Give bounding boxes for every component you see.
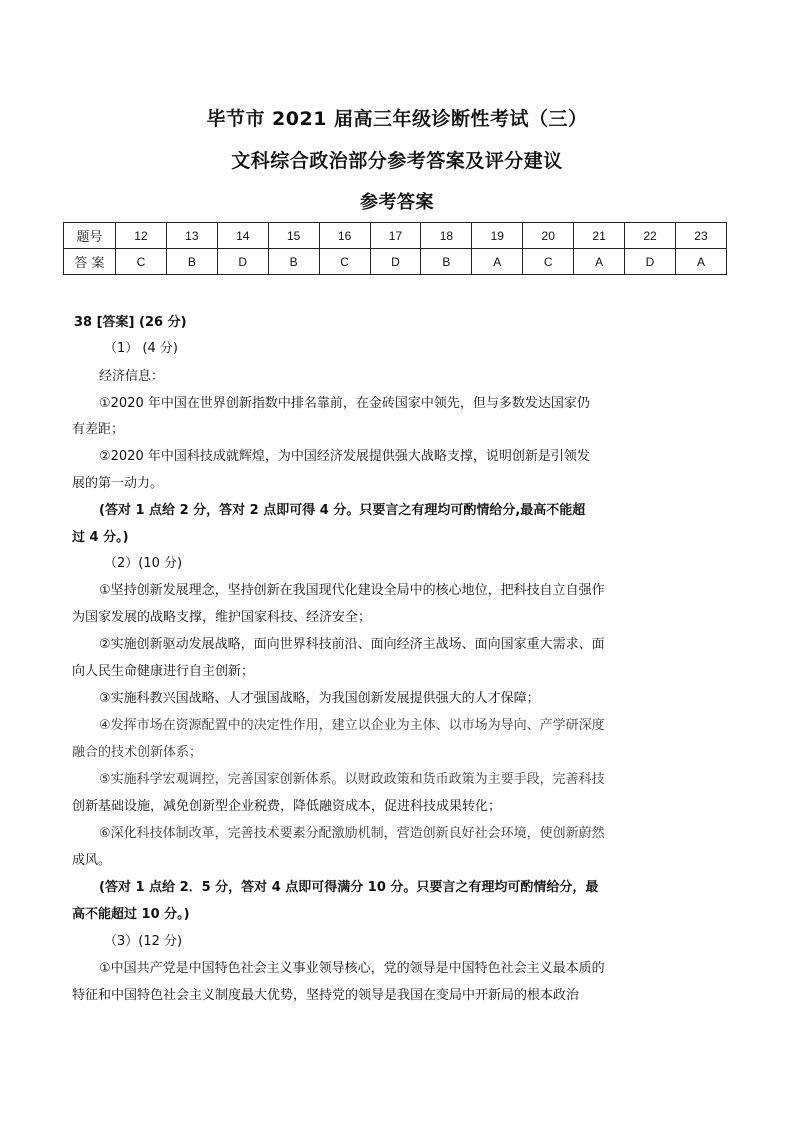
body-line: ⑥深化科技体制改革，完善技术要素分配激励机制，营造创新良好社会环境，使创新蔚然 (99, 826, 605, 841)
body-line: 成风。 (72, 853, 112, 868)
exam-subtitle: 文科综合政治部分参考答案及评分建议 (231, 150, 563, 172)
body-line: 向人民生命健康进行自主创新； (72, 664, 255, 679)
body-line: 为国家发展的战略支撑，维护国家科技、经济安全； (72, 610, 372, 625)
question-number: 17 (370, 223, 421, 249)
question-number: 21 (574, 223, 625, 249)
body-line: ①中国共产党是中国特色社会主义事业领导核心，党的领导是中国特色社会主义最本质的 (99, 961, 605, 976)
body-line: 经济信息： (99, 369, 165, 384)
body-line: ①2020 年中国在世界创新指数中排名靠前，在金砖国家中领先，但与多数发达国家仍 (99, 396, 590, 411)
question-number-row (64, 223, 727, 249)
exam-title: 毕节市 2021 届高三年级诊断性考试（三） (206, 108, 588, 130)
body-line: 特征和中国特色社会主义制度最大优势，坚持党的领导是我国在变局中开新局的根本政治 (72, 988, 580, 1003)
scoring-note: (答对 1 点给 2．5 分，答对 4 点即可得满分 10 分。只要言之有理均可酌情给分，最 (99, 880, 599, 895)
question-number: 16 (319, 223, 370, 249)
body-line: ②2020 年中国科技成就辉煌，为中国经济发展提供强大战略支撑，说明创新是引领发 (99, 449, 590, 464)
question-number: 18 (421, 223, 472, 249)
answer-cell: B (166, 249, 217, 275)
scoring-note: 高不能超过 10 分。) (72, 907, 190, 922)
answer-cell: B (268, 249, 319, 275)
part-1-heading: （1） (4 分) (104, 341, 178, 356)
part-3-heading: （3）(12 分) (104, 934, 183, 949)
body-line: 有差距； (72, 422, 125, 437)
answer-cell: D (370, 249, 421, 275)
question-number: 22 (625, 223, 676, 249)
part-2-heading: （2）(10 分) (104, 556, 183, 571)
body-line: 创新基础设施，减免创新型企业税费，降低融资成本，促进科技成果转化； (72, 799, 502, 814)
body-line: ①坚持创新发展理念，坚持创新在我国现代化建设全局中的核心地位，把科技自立自强作 (99, 583, 605, 598)
answer-cell: C (523, 249, 574, 275)
answer-cell: A (675, 249, 726, 275)
answer-table (63, 222, 727, 275)
scoring-note: (答对 1 点给 2 分，答对 2 点即可得 4 分。只要言之有理均可酌情给分,最高不能超 (99, 503, 586, 518)
body-line: ③实施科教兴国战略、人才强国战略，为我国创新发展提供强大的人才保障； (99, 691, 540, 706)
section-title: 参考答案 (360, 192, 434, 213)
body-line: 融合的技术创新体系； (72, 745, 203, 760)
answer-row (64, 249, 727, 275)
answer-cell: A (472, 249, 523, 275)
body-line: ⑤实施科学宏观调控，完善国家创新体系。以财政政策和货币政策为主要手段，完善科技 (99, 772, 605, 787)
question-38-heading: 38 [答案] (26 分) (74, 315, 187, 330)
question-number: 12 (116, 223, 167, 249)
row-label: 题号 (64, 223, 116, 249)
body-line: 展的第一动力。 (72, 476, 164, 491)
answer-cell: C (319, 249, 370, 275)
row-label: 答 案 (64, 249, 116, 275)
question-number: 23 (675, 223, 726, 249)
answer-cell: D (217, 249, 268, 275)
answer-cell: C (116, 249, 167, 275)
answer-cell: A (574, 249, 625, 275)
question-number: 19 (472, 223, 523, 249)
body-line: ④发挥市场在资源配置中的决定性作用，建立以企业为主体、以市场为导向、产学研深度 (99, 718, 605, 733)
body-line: ②实施创新驱动发展战略，面向世界科技前沿、面向经济主战场、面向国家重大需求、面 (99, 637, 605, 652)
question-number: 15 (268, 223, 319, 249)
question-number: 13 (166, 223, 217, 249)
scoring-note: 过 4 分。) (72, 530, 129, 545)
question-number: 20 (523, 223, 574, 249)
answer-cell: B (421, 249, 472, 275)
answer-cell: D (625, 249, 676, 275)
question-number: 14 (217, 223, 268, 249)
